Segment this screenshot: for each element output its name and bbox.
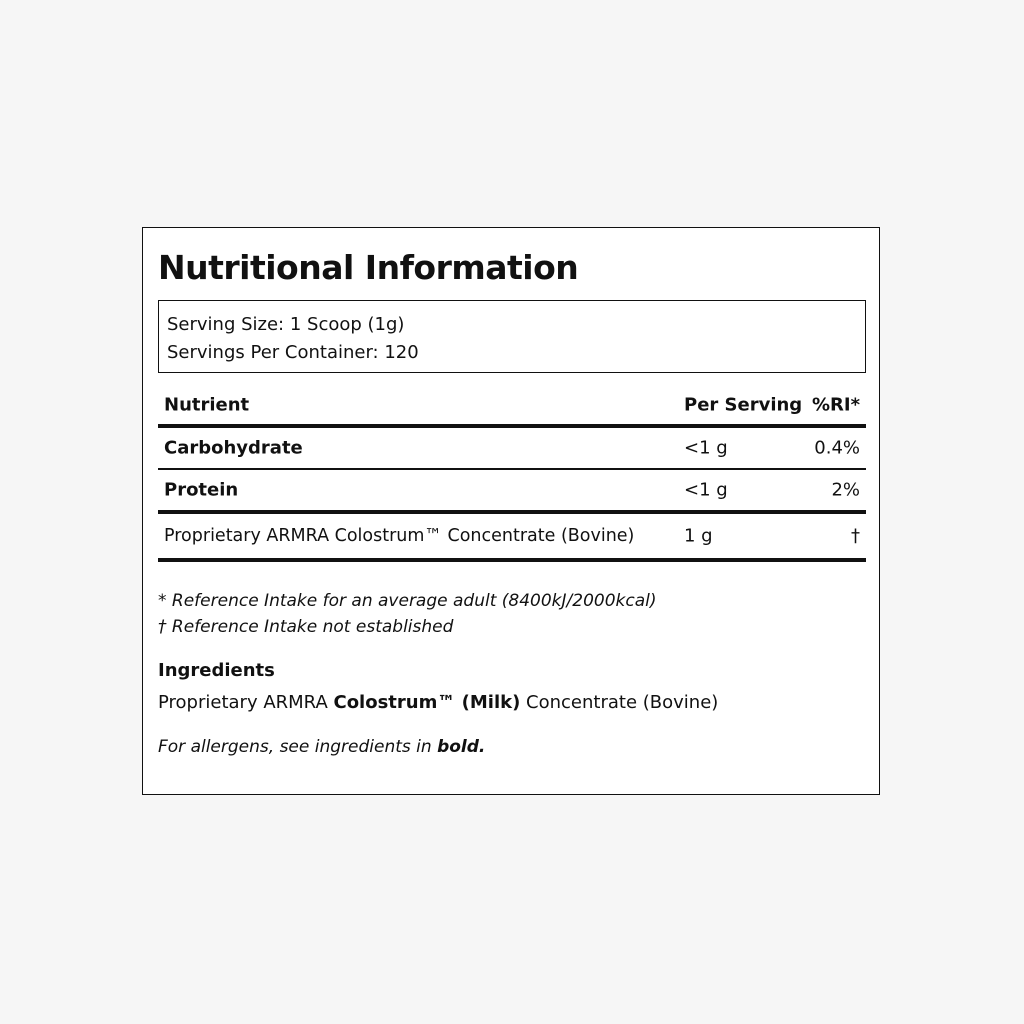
nutrient-name: Carbohydrate [164, 437, 303, 459]
allergen-bold: bold. [437, 737, 486, 757]
ingredients-text [158, 692, 718, 713]
table-row [158, 514, 866, 558]
ingredients-part: Proprietary ARMRA [158, 692, 334, 713]
footnotes [158, 588, 657, 640]
footnote-ri: * Reference Intake for an average adult (8400kJ/2000kcal) [158, 591, 657, 611]
servings-per-container: Servings Per Container: 120 [167, 342, 419, 363]
nutrition-table [158, 386, 866, 562]
table-row [158, 470, 866, 510]
per-serving-value: 1 g [684, 525, 713, 546]
ingredients-allergen-bold: Colostrum™ (Milk) [333, 692, 521, 713]
ri-value: † [851, 525, 860, 546]
header-nutrient: Nutrient [164, 394, 250, 416]
divider [158, 558, 866, 562]
allergen-text: For allergens, see ingredients in [158, 737, 438, 757]
table-row [158, 428, 866, 468]
allergen-note [158, 737, 485, 757]
per-serving-value: <1 g [684, 479, 728, 500]
ri-value: 2% [831, 479, 860, 500]
nutrient-name: Proprietary ARMRA Colostrum™ Concentrate (Bovine) [164, 525, 635, 546]
serving-size: Serving Size: 1 Scoop (1g) [167, 314, 405, 335]
ri-value: 0.4% [814, 437, 860, 459]
page-title: Nutritional Information [158, 248, 579, 287]
table-header-row [158, 386, 866, 424]
serving-info-box [158, 300, 866, 373]
footnote-dagger: † Reference Intake not established [158, 617, 454, 637]
nutrient-name: Protein [164, 479, 239, 500]
per-serving-value: <1 g [684, 437, 728, 459]
header-ri: %RI* [811, 394, 860, 416]
ingredients-heading: Ingredients [158, 660, 275, 681]
ingredients-part: Concentrate (Bovine) [520, 692, 719, 713]
nutrition-panel [142, 227, 880, 795]
header-per-serving: Per Serving [684, 394, 803, 416]
